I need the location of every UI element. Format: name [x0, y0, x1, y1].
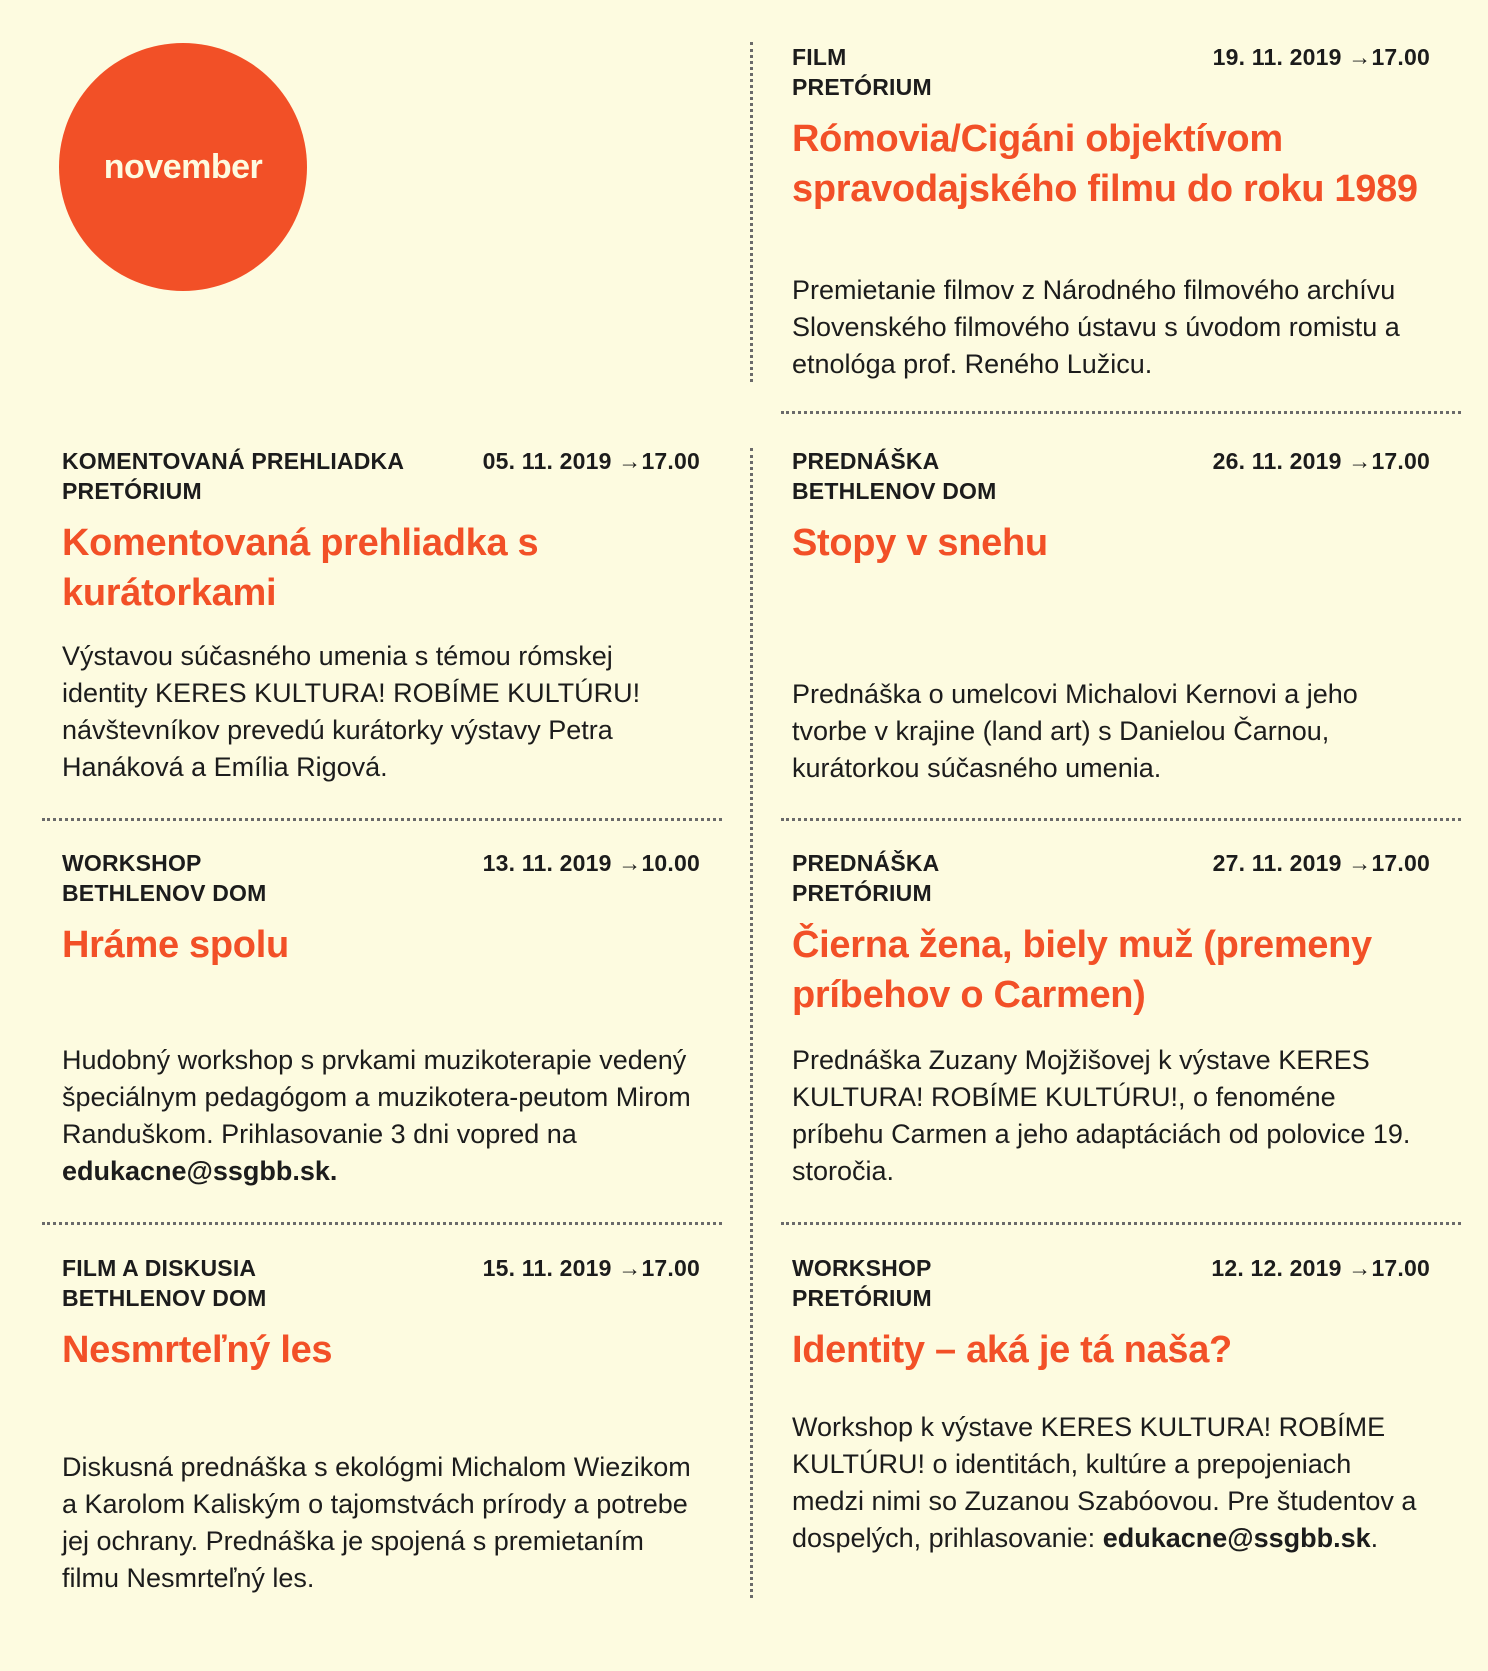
row-divider: [42, 818, 722, 821]
event-meta: [62, 848, 700, 908]
event-datetime: [1211, 1253, 1430, 1283]
event-meta: [792, 1253, 1430, 1313]
event-description: Výstavou súčasného umenia s témou rómskej identity KERES KULTURA! ROBÍME KULTÚRU! návštevníkov prevedú kurátorky výstavy Petra Hanáková a Emília Rigová.: [62, 641, 641, 782]
row-divider: [42, 1222, 722, 1225]
event-description-text: Hudobný workshop s prvkami muzikoterapie vedený špeciálnym pedagógom a muzikotera-peutom Mirom Randuškom. Prihlasovanie 3 dni vopred na: [62, 1045, 691, 1149]
event-time: 17.00: [1371, 448, 1430, 474]
event-title: Komentovaná prehliadka s kurátorkami: [62, 522, 539, 614]
event-meta: [792, 42, 1430, 102]
event-card: [792, 1253, 1430, 1613]
event-datetime: [483, 446, 700, 476]
event-description: Prednáška Zuzany Mojžišovej k výstave KERES KULTURA! ROBÍME KULTÚRU!, o fenoméne príbehu Carmen a jeho adaptáciách od polovice 19. storočia.: [792, 1045, 1411, 1186]
event-meta: [62, 446, 700, 506]
event-card: [792, 848, 1430, 1198]
event-card: [62, 1253, 700, 1613]
arrow-right-icon: →: [1348, 448, 1372, 474]
event-date: 19. 11. 2019: [1212, 44, 1342, 70]
row-divider: [781, 411, 1461, 414]
event-title: Nesmrteľný les: [62, 1329, 333, 1371]
event-category: FILM A DISKUSIA: [62, 1255, 257, 1281]
event-title: Identity – aká je tá naša?: [792, 1329, 1232, 1371]
event-time: 17.00: [1371, 1255, 1430, 1281]
event-datetime: [1213, 42, 1430, 72]
event-category: WORKSHOP: [62, 850, 202, 876]
event-date: 15. 11. 2019: [482, 1255, 612, 1281]
event-title: Rómovia/Cigáni objektívom spravodajského filmu do roku 1989: [792, 118, 1418, 210]
arrow-right-icon: →: [1348, 850, 1372, 876]
event-description: Premietanie filmov z Národného filmového archívu Slovenského filmového ústavu s úvodom romistu a etnológa prof. Reného Lužicu.: [792, 275, 1400, 379]
event-meta: [62, 1253, 700, 1313]
event-card: [62, 848, 700, 1198]
event-description-suffix: .: [1370, 1523, 1379, 1553]
event-time: 17.00: [1371, 850, 1430, 876]
event-description: [792, 1409, 1430, 1557]
event-category: KOMENTOVANÁ PREHLIADKA: [62, 448, 405, 474]
event-date: 26. 11. 2019: [1212, 448, 1342, 474]
event-category: WORKSHOP: [792, 1255, 932, 1281]
event-venue: BETHLENOV DOM: [62, 1285, 267, 1311]
event-venue: PRETÓRIUM: [62, 478, 202, 504]
event-category: PREDNÁŠKA: [792, 448, 940, 474]
email-link[interactable]: edukacne@ssgbb.sk: [1102, 1523, 1371, 1553]
column-divider: [750, 448, 753, 1598]
event-time: 17.00: [641, 448, 700, 474]
event-title: Stopy v snehu: [792, 522, 1048, 564]
arrow-right-icon: →: [1348, 44, 1372, 70]
event-description: Diskusná prednáška s ekológmi Michalom Wiezikom a Karolom Kaliským o tajomstvách prírody a potrebe jej ochrany. Prednáška je spojená s premietaním filmu Nesmrteľný les.: [62, 1452, 691, 1593]
arrow-right-icon: →: [1348, 1255, 1372, 1281]
row-divider: [781, 1222, 1461, 1225]
event-date: 27. 11. 2019: [1212, 850, 1342, 876]
row-divider: [781, 818, 1461, 821]
event-datetime: [1213, 446, 1430, 476]
event-datetime: [1213, 848, 1430, 878]
event-venue: BETHLENOV DOM: [62, 880, 267, 906]
event-time: 17.00: [1371, 44, 1430, 70]
event-title: Čierna žena, biely muž (premeny príbehov o Carmen): [792, 924, 1372, 1016]
event-venue: PRETÓRIUM: [792, 74, 932, 100]
arrow-right-icon: →: [618, 448, 642, 474]
event-description: Prednáška o umelcovi Michalovi Kernovi a jeho tvorbe v krajine (land art) s Danielou Čarnou, kurátorkou súčasného umenia.: [792, 679, 1358, 783]
event-date: 13. 11. 2019: [482, 850, 612, 876]
arrow-right-icon: →: [618, 1255, 642, 1281]
event-description-text: Workshop k výstave KERES KULTURA! ROBÍME KULTÚRU! o identitách, kultúre a prepojeniach medzi nimi so Zuzanou Szabóovou. Pre študentov a dospelých, prihlasovanie:: [792, 1412, 1417, 1553]
event-datetime: [483, 848, 700, 878]
arrow-right-icon: →: [618, 850, 642, 876]
event-card: [62, 446, 700, 796]
event-category: PREDNÁŠKA: [792, 850, 940, 876]
event-time: 10.00: [641, 850, 700, 876]
event-date: 12. 12. 2019: [1211, 1255, 1342, 1281]
event-card: [792, 42, 1430, 387]
event-venue: PRETÓRIUM: [792, 880, 932, 906]
event-title: Hráme spolu: [62, 924, 289, 966]
event-description: [62, 1042, 700, 1190]
event-meta: [792, 446, 1430, 506]
event-venue: PRETÓRIUM: [792, 1285, 932, 1311]
event-meta: [792, 848, 1430, 908]
event-venue: BETHLENOV DOM: [792, 478, 997, 504]
column-divider: [750, 42, 753, 382]
event-time: 17.00: [641, 1255, 700, 1281]
month-label: november: [103, 147, 263, 186]
email-link[interactable]: edukacne@ssgbb.sk.: [62, 1156, 338, 1186]
event-category: FILM: [792, 44, 847, 70]
event-datetime: [483, 1253, 700, 1283]
event-date: 05. 11. 2019: [482, 448, 612, 474]
month-badge: [59, 43, 307, 291]
event-card: [792, 446, 1430, 796]
